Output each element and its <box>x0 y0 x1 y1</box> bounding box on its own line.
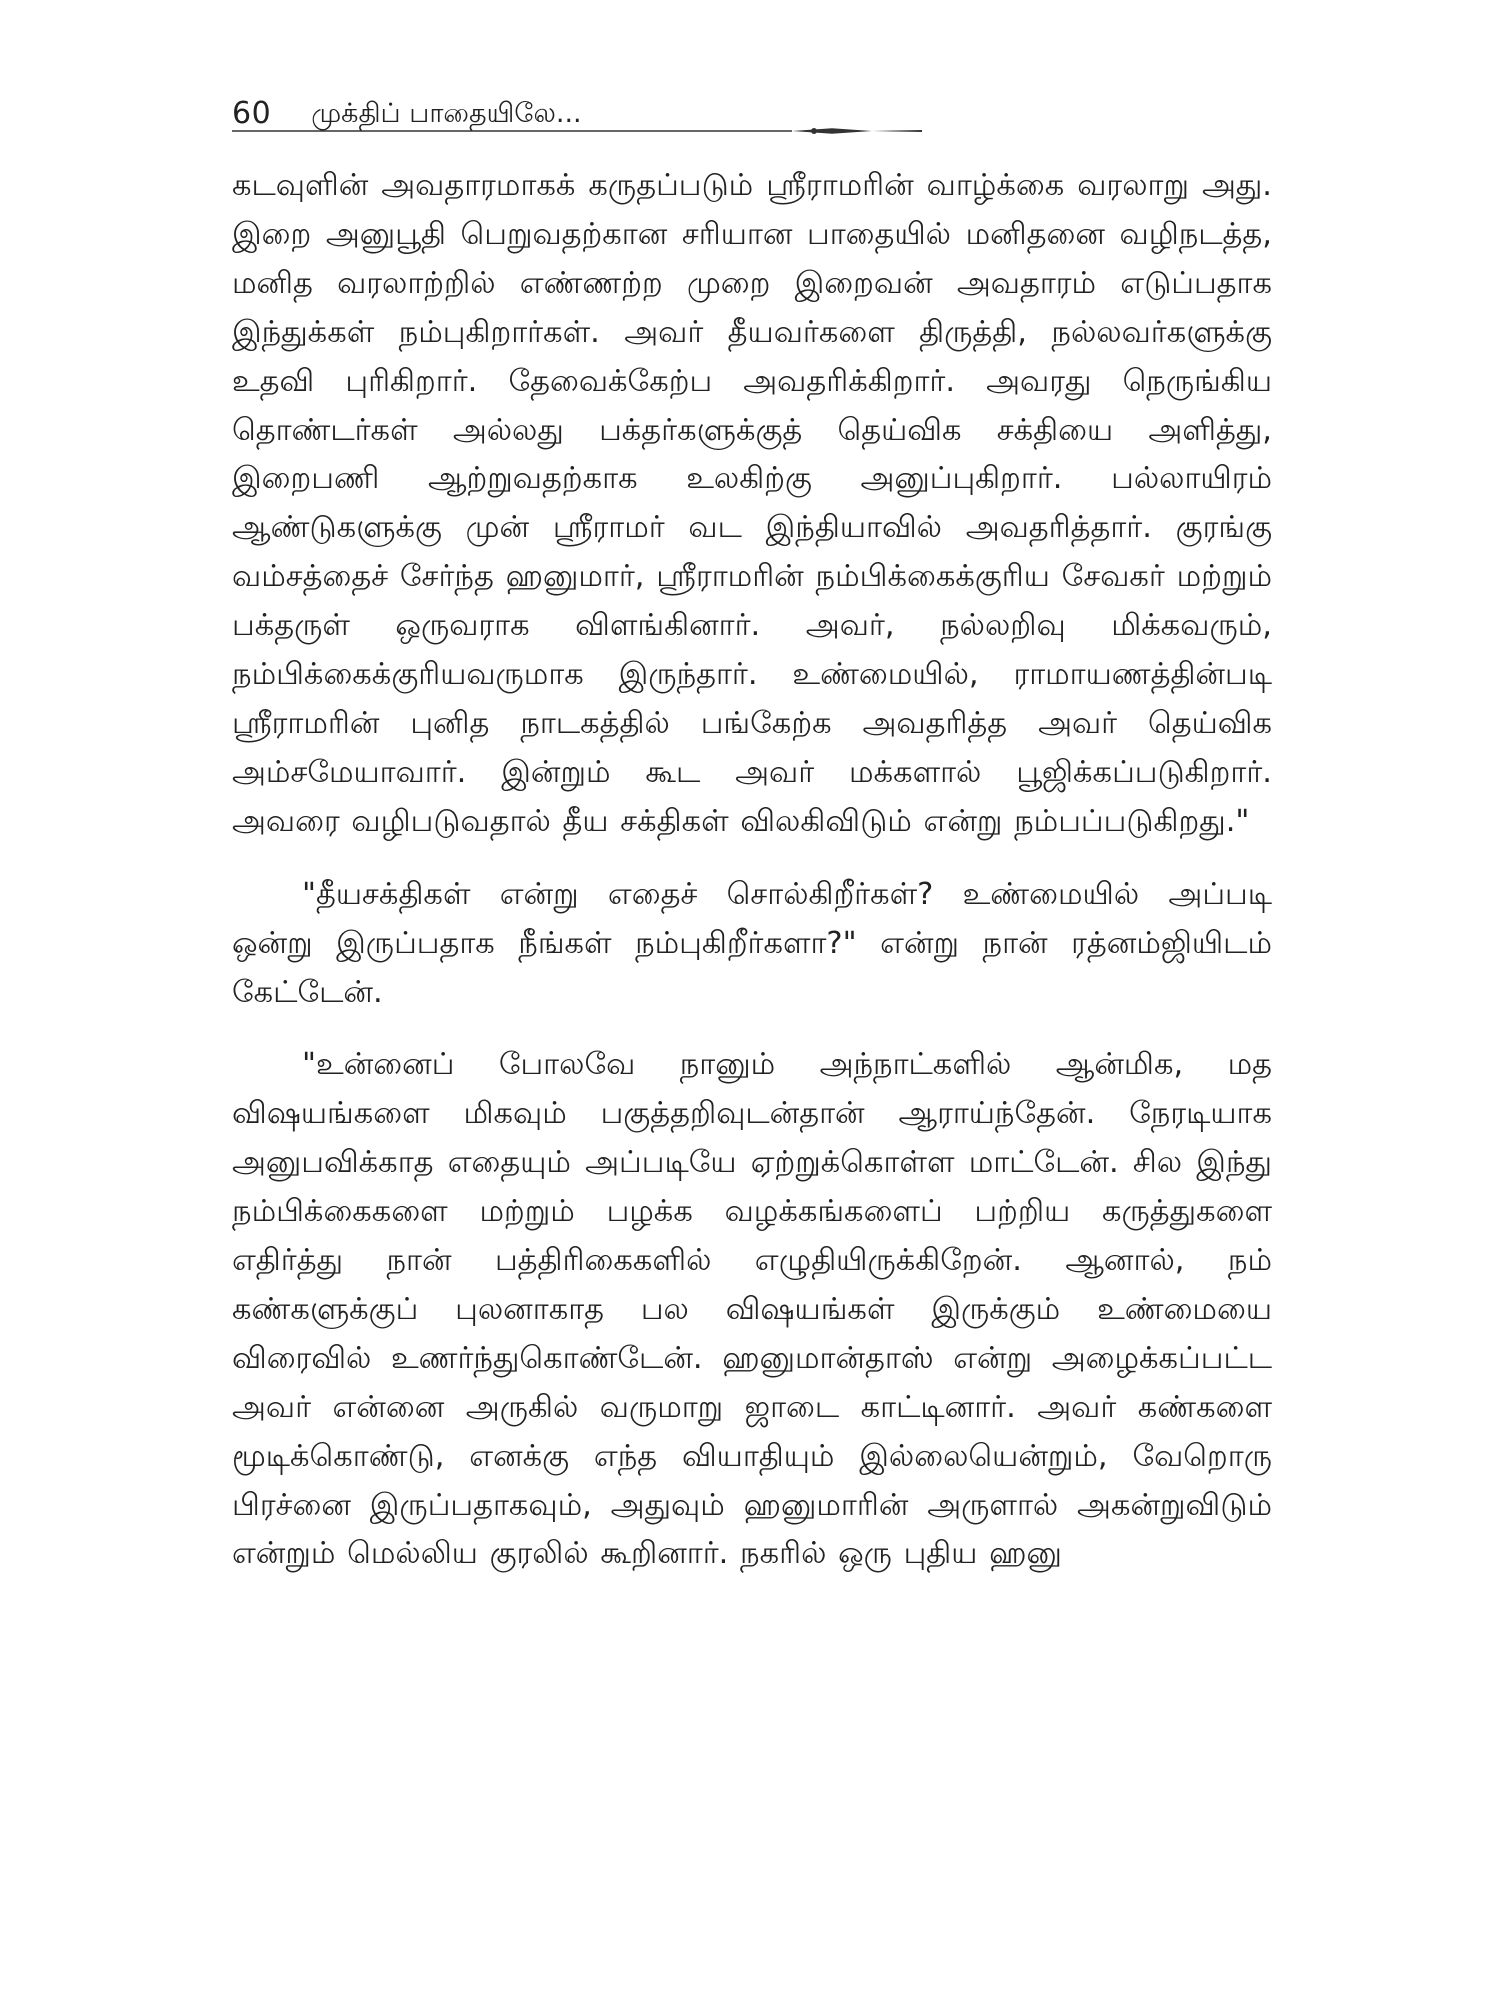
header-ornament-rule <box>232 126 922 136</box>
paragraph-3: "உன்னைப் போலவே நானும் அந்நாட்களில் ஆன்மிக, மத விஷயங்களை மிகவும் பகுத்தறிவுடன்தான் ஆராய்ந்தேன். நேரடியாக அனுபவிக்காத எதையும் அப்படியே ஏற்றுக்கொள்ள மாட்டேன். சில இந்து நம்பிக்கைகளை மற்றும் பழக்க வழக்கங்களைப் பற்றிய கருத்துகளை எதிர்த்து நான் பத்திரிகைகளில் எழுதியிருக்கிறேன். ஆனால், நம் கண்களுக்குப் புலனாகாத பல விஷயங்கள் இருக்கும் உண்மையை விரைவில் உணர்ந்துகொண்டேன். ஹனுமான்தாஸ் என்று அழைக்கப்பட்ட அவர் என்னை அருகில் வருமாறு ஜாடை காட்டினார். அவர் கண்களை மூடிக்கொண்டு, எனக்கு எந்த வியாதியும் இல்லையென்றும், வேறொரு பிரச்னை இருப்பதாகவும், அதுவும் ஹனுமாரின் அருளால் அகன்றுவிடும் என்றும் மெல்லிய குரலில் கூறினார். நகரில் ஒரு புதிய ஹனு <box>232 1047 1272 1572</box>
body-text <box>232 162 1272 1579</box>
paragraph-2: "தீயசக்திகள் என்று எதைச் சொல்கிறீர்கள்? உண்மையில் அப்படி ஒன்று இருப்பதாக நீங்கள் நம்புகிறீர்களா?" என்று நான் ரத்னம்ஜியிடம் கேட்டேன். <box>232 876 1272 1010</box>
paragraph-1: கடவுளின் அவதாரமாகக் கருதப்படும் ஸ்ரீராமரின் வாழ்க்கை வரலாறு அது. இறை அனுபூதி பெறுவதற்கான சரியான பாதையில் மனிதனை வழிநடத்த, மனித வரலாற்றில் எண்ணற்ற முறை இறைவன் அவதாரம் எடுப்பதாக இந்துக்கள் நம்புகிறார்கள். அவர் தீயவர்களை திருத்தி, நல்லவர்களுக்கு உதவி புரிகிறார். தேவைக்கேற்ப அவதரிக்கிறார். அவரது நெருங்கிய தொண்டர்கள் அல்லது பக்தர்களுக்குத் தெய்விக சக்தியை அளித்து, இறைபணி ஆற்றுவதற்காக உலகிற்கு அனுப்புகிறார். பல்லாயிரம் ஆண்டுகளுக்கு முன் ஸ்ரீராமர் வட இந்தியாவில் அவதரித்தார். குரங்கு வம்சத்தைச் சேர்ந்த ஹனுமார், ஸ்ரீராமரின் நம்பிக்கைக்குரிய சேவகர் மற்றும் பக்தருள் ஒருவராக விளங்கினார். அவர், நல்லறிவு மிக்கவரும், நம்பிக்கைக்குரியவருமாக இருந்தார். உண்மையில், ராமாயணத்தின்படி ஸ்ரீராமரின் புனித நாடகத்தில் பங்கேற்க அவதரித்த அவர் தெய்விக அம்சமேயாவார். இன்றும் கூட அவர் மக்களால் பூஜிக்கப்படுகிறார். அவரை வழிபடுவதால் தீய சக்திகள் விலகிவிடும் என்று நம்பப்படுகிறது." <box>232 168 1272 839</box>
page-number: 60 <box>232 96 272 131</box>
running-title: முக்திப் பாதையிலே... <box>311 98 582 129</box>
